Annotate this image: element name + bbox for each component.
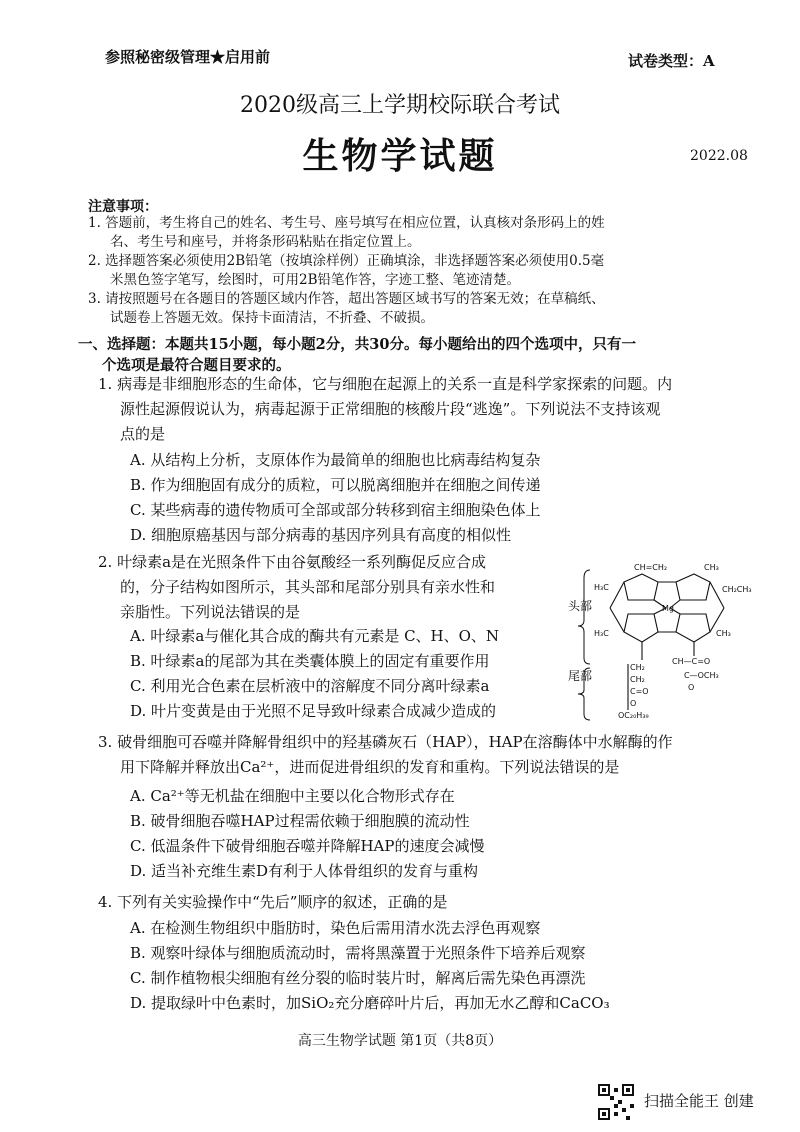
option-b: B. 叶绿素a的尾部为其在类囊体膜上的固定有重要作用	[130, 652, 490, 670]
confidential-label: 参照秘密级管理★启用前	[105, 48, 271, 66]
group-ch2-1: CH₂	[630, 663, 645, 672]
question-2-options	[130, 624, 570, 724]
exam-title: 2020级高三上学期校际联合考试	[240, 93, 560, 118]
group-methyl-1: CH₃	[704, 563, 719, 572]
notice-line: 试题卷上答题无效。保持卡面清洁，不折叠、不破损。	[110, 310, 434, 326]
stem-line: 用下降解并释放出Ca²⁺，进而促进骨组织的发育和重构。下列说法错误的是	[120, 758, 620, 776]
paper-type-label: 试卷类型：A	[628, 52, 715, 70]
group-ester-o: O	[630, 699, 637, 708]
stem-line: 的，分子结构如图所示，其头部和尾部分别具有亲水性和	[120, 578, 496, 596]
section-line: 一、选择题：本题共15小题，每小题2分，共30分。每小题给出的四个选项中，只有一	[78, 336, 636, 353]
chlorophyll-structure-diagram	[566, 560, 778, 722]
group-phytyl: OC₂₀H₃₉	[618, 711, 649, 720]
stem-line: 3. 破骨细胞可吞噬并降解骨组织中的羟基磷灰石（HAP），HAP在溶酶体中水解酶的作	[98, 733, 673, 751]
question-3-options	[130, 784, 770, 884]
notice-item-2	[88, 252, 778, 290]
notice-line: 1. 答题前，考生将自己的姓名、考生号、座号填写在相应位置，认真核对条形码上的姓	[88, 215, 605, 231]
page-footer: 高三生物学试题 第1页（共8页）	[297, 1033, 503, 1049]
group-methyl-3: H₃C	[594, 629, 609, 638]
group-ring-e: CH—C=O	[672, 657, 711, 666]
exam-date: 2022.08	[690, 148, 748, 164]
subject-title: 生物学试题	[302, 135, 498, 177]
option-a: A. 从结构上分析，支原体作为最简单的细胞也比病毒结构复杂	[130, 451, 541, 469]
option-c: C. 利用光合色素在层析液中的溶解度不同分离叶绿素a	[130, 677, 490, 695]
head-label: 头部	[568, 599, 593, 613]
group-ch2-2: CH₂	[630, 675, 645, 684]
option-b: B. 破骨细胞吞噬HAP过程需依赖于细胞膜的流动性	[130, 812, 470, 830]
question-2-stem	[98, 550, 568, 625]
scanner-watermark: 扫描全能王 创建	[644, 1092, 754, 1110]
option-c: C. 某些病毒的遗传物质可全部或部分转移到宿主细胞染色体上	[130, 501, 541, 519]
notice-item-1	[88, 214, 778, 252]
option-a: A. 在检测生物组织中脂肪时，染色后需用清水洗去浮色再观察	[130, 919, 541, 937]
group-ethyl: CH₂CH₃	[722, 585, 752, 594]
option-d: D. 提取绿叶中色素时，加SiO₂充分磨碎叶片后，再加无水乙醇和CaCO₃	[130, 994, 610, 1012]
stem-line: 1. 病毒是非细胞形态的生命体，它与细胞在起源上的关系一直是科学家探索的问题。内	[98, 375, 673, 393]
group-carbonyl: C=O	[630, 687, 649, 696]
notice-title: 注意事项：	[88, 199, 158, 215]
option-a: A. Ca²⁺等无机盐在细胞中主要以化合物形式存在	[130, 787, 455, 805]
group-methyl-4: CH₃	[716, 629, 731, 638]
notice-line: 米黑色签字笔写，绘图时，可用2B铅笔作答，字迹工整、笔迹清楚。	[110, 272, 521, 288]
qr-code-icon	[598, 1084, 634, 1120]
option-c: C. 制作植物根尖细胞有丝分裂的临时装片时，解离后需先染色再漂洗	[130, 969, 586, 987]
option-d: D. 细胞原癌基因与部分病毒的基因序列具有高度的相似性	[130, 526, 512, 544]
stem-line: 点的是	[120, 425, 166, 443]
stem-line: 源性起源假说认为，病毒起源于正常细胞的核酸片段“逃逸”。下列说法不支持该观	[120, 400, 661, 418]
group-methyl-2: H₃C	[594, 583, 609, 592]
option-c: C. 低温条件下破骨细胞吞噬并降解HAP的速度会减慢	[130, 837, 485, 855]
group-ketone-o: O	[688, 683, 695, 692]
option-a: A. 叶绿素a与催化其合成的酶共有元素是 C、H、O、N	[130, 627, 500, 645]
section-heading	[78, 334, 778, 376]
stem-line: 亲脂性。下列说法错误的是	[120, 603, 301, 621]
notice-line: 2. 选择题答案必须使用2B铅笔（按填涂样例）正确填涂，非选择题答案必须使用0.5毫	[88, 253, 605, 269]
option-b: B. 作为细胞固有成分的质粒，可以脱离细胞并在细胞之间传递	[130, 476, 541, 494]
stem-line: 4. 下列有关实验操作中“先后”顺序的叙述，正确的是	[98, 893, 448, 911]
question-4-options	[130, 916, 770, 1016]
section-line: 个选项是最符合题目要求的。	[102, 357, 291, 374]
question-1-stem	[98, 372, 778, 447]
stem-line: 2. 叶绿素a是在光照条件下由谷氨酸经一系列酶促反应合成	[98, 553, 487, 571]
tail-label: 尾部	[568, 669, 593, 683]
notice-line: 3. 请按照题号在各题目的答题区域内作答，超出答题区域书写的答案无效；在草稿纸、	[88, 291, 605, 307]
option-d: D. 适当补充维生素D有利于人体骨组织的发育与重构	[130, 862, 479, 880]
question-1-options	[130, 448, 770, 548]
notice-item-3	[88, 290, 778, 328]
group-methoxy: C—OCH₃	[684, 671, 719, 680]
option-d: D. 叶片变黄是由于光照不足导致叶绿素合成减少造成的	[130, 702, 497, 720]
question-3-stem	[98, 730, 778, 780]
option-b: B. 观察叶绿体与细胞质流动时，需将黑藻置于光照条件下培养后观察	[130, 944, 586, 962]
group-vinyl: CH=CH₂	[634, 563, 668, 572]
notice-line: 名、考生号和座号，并将条形码粘贴在指定位置上。	[110, 234, 421, 250]
magnesium-atom: Mg	[662, 604, 674, 613]
question-4-stem	[98, 890, 778, 915]
